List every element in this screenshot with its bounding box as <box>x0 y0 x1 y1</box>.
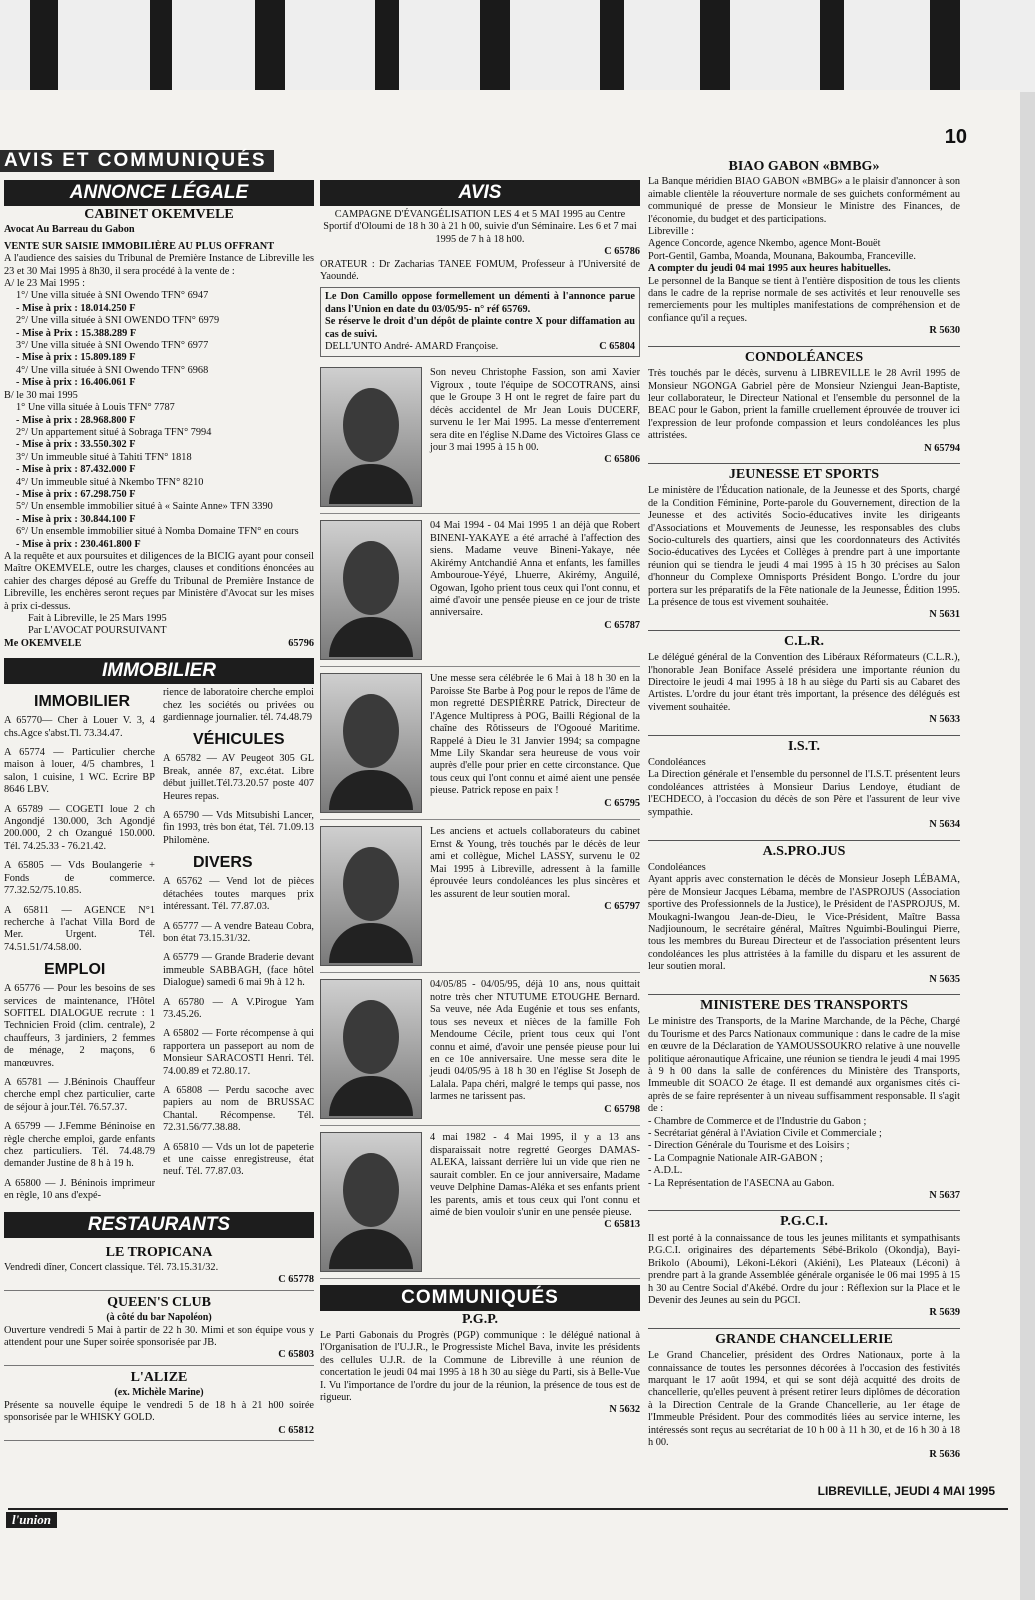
column-left <box>4 180 314 1441</box>
notice-ref: N 5633 <box>929 714 960 726</box>
camillo-box <box>320 287 640 357</box>
scan-top-band <box>0 0 1035 92</box>
classified-ad: A 65782 — AV Peugeot 305 GL Break, année 87, exc.état. Libre début juillet.Tél.73.20.57 poste 407 Heures repas. <box>163 753 314 802</box>
obituary-body <box>430 367 640 507</box>
dell-text: DELL'UNTO André- AMARD Françoise. <box>325 341 499 353</box>
obituary-text: 04 Mai 1994 - 04 Mai 1995 1 an déjà que Robert BINENI-YAKAYE a été arraché à l'affection des siens. Madame veuve Bineni-Yakaye, née Akirémy Antchandié Anna et enfants, les familles Ambouroue-Yéyé, Lhuerre, Akirémy, Anguilé, Ogowan, Igoho prient tous ceux qui l'ont connu, et aimé d'avoir une pensée pieuse en ce jour de triste anniversaire. <box>430 520 640 619</box>
notice-section <box>648 346 960 455</box>
transports-text: Le ministre des Transports, de la Marine Marchande, de la Pêche, Chargé du Tourisme et des Parcs Nationaux communique : dans le cadre de la mise en œuvre de la Déclaration de YAMOUSSOUKRO relative à une nouvelle politique aéronautique Africaine, une réunion se tiendra le jeudi 4 mai 1995 à 9 h 00 dans la salle de conférences du Ministère des Transports, Immeuble dit SOACO 2e étage. Il est demandé aux organismes cités ci-après de se faire représenter à un niveau suffisamment responsable. Il s'agit de : <box>648 1016 960 1115</box>
legal-line: 3°/ Une villa située à SNI Owendo TFN° 6977 <box>16 340 209 352</box>
classifieds-left <box>4 687 155 1209</box>
classified-ad: A 65780 — A V.Pirogue Yam 73.45.26. <box>163 996 314 1020</box>
restaurant-ref: C 65812 <box>278 1424 314 1436</box>
portrait-photo <box>320 520 422 660</box>
obituary-text: Une messe sera célébrée le 6 Mai à 18 h 30 en la Paroisse Ste Barbe à Pog pour le repos de l'âme de mon regretté DESPIÈRRE Patrick, Directeur de l'Agence Multipress à POG, Bailli Régional de la chaîne des Rôtisseurs de l'Ogooué Maritime. Rappelé à Dieu le 31 Janvier 1994; sa compagne Mme Lily Skandar sera heureuse de vous voir auprès d'elle pour prier en cette circonstance. Que tous ceux qui l'ont connu et aimé aient une pensée pieuse. Patrick repose en paix ! <box>430 673 640 797</box>
notice-section <box>648 840 960 986</box>
legal-header: ANNONCE LÉGALE <box>4 180 314 206</box>
obituary-text: Son neveu Christophe Fassion, son ami Xavier Vigroux , toute l'équipe de SOCOTRANS, ainsi que le Groupe 3 H ont le regret de faire part du décès accidentel de Mr Jean Louis DUCERF, survenu le 1er Mai 1995. La messe d'enterrement sera dite en l'église N.Dame des Victoires Glass ce jour 3 mai 1995 à 15 h 00. <box>430 367 640 453</box>
legal-lines <box>4 278 314 551</box>
notice-section <box>648 735 960 832</box>
pgp-text: Le Parti Gabonais du Progrès (PGP) communique : le délégué national à l'Organisation de l'U.J.R., le Progressiste Michel Bava, invite les présidents des cellules U.J.R. de la Commune de Libreville à une réunion de concertation le jeudi 04 mai 1995 à 18 h 30 au siège du Parti, sis à Belle-Vue I. Vu l'importance de l'ordre du jour de la réunion, la présence de tous est de rigueur. <box>320 1329 640 1403</box>
legal-line: 1° Une villa située à Louis TFN° 7787 <box>16 402 175 414</box>
pgp-ref: N 5632 <box>609 1404 640 1416</box>
transports-item: - A.D.L. <box>648 1165 683 1177</box>
emploi-continued: rience de laboratoire cherche emploi chez les sociétés ou privées ou gardiennage journalier. tél. 74.48.79 <box>163 687 314 724</box>
restaurant-name: QUEEN'S CLUB <box>107 1294 211 1310</box>
transports-ref: N 5637 <box>929 1190 960 1202</box>
legal-body: A la requête et aux poursuites et diligences de la BICIG ayant pour conseil Maître OKEMVELE, outre les charges, clauses et conditions énoncées au cahier des charges déposé au Greffe du Tribunal de Première Instance de Libreville, les enchères seront reçues par Ministère d'Avocat sur les mises à prix ci-dessus. <box>4 550 314 612</box>
legal-line: 6°/ Un ensemble immobilier situé à Nomba Domaine TFN° en cours <box>16 526 299 538</box>
pgci-title: P.G.C.I. <box>648 1210 960 1228</box>
transports-title: MINISTERE DES TRANSPORTS <box>648 994 960 1012</box>
restaurant-name: L'ALIZE <box>130 1369 188 1385</box>
obituary <box>320 514 640 667</box>
obituary <box>320 1126 640 1279</box>
legal-line: - Mise à prix : 15.809.189 F <box>16 352 136 364</box>
transports-item: - Secrétariat général à l'Aviation Civile et Commerciale ; <box>648 1128 882 1140</box>
legal-ref: 65796 <box>288 637 314 649</box>
obituary <box>320 361 640 514</box>
camillo-text: Le Don Camillo oppose formellement un démenti à l'annonce parue dans l'Union en date du 03/05/95- n° réf 65769. <box>325 291 635 315</box>
classifieds <box>4 687 314 1209</box>
obituary-ref: C 65813 <box>604 1219 640 1231</box>
immo-subheader: IMMOBILIER <box>34 693 130 711</box>
pgp-title: P.G.P. <box>462 1312 498 1328</box>
immo-header: IMMOBILIER <box>4 658 314 684</box>
notice-section <box>648 463 960 622</box>
legal-line: - Mise à prix : 87.432.000 F <box>16 464 136 476</box>
notice-text: Le délégué général de la Convention des Libéraux Réformateurs (C.L.R.), l'honorable Jean Boniface Asselé présidera une importante réunion du Directoire le jeudi 4 mai 1995 à 18 h au siège du Parti sis au Cabaret des Artistes. L'ordre du jour étant très important, la présence des délégués est vivement souhaitée. <box>648 652 960 713</box>
obituary-list <box>320 361 640 1279</box>
biao-bold: A compter du jeudi 04 mai 1995 aux heures habituelles. <box>648 263 891 275</box>
classified-ad: A 65811 — AGENCE N°1 recherche à l'achat Villa Bord de Mer. Urgent. Tél. 74.51.51/74.58.00. <box>4 904 155 953</box>
legal-sub: Avocat Au Barreau du Gabon <box>4 224 135 236</box>
portrait-photo <box>320 1132 422 1272</box>
immo-items <box>4 715 155 954</box>
classified-ad: A 65800 — J. Béninois imprimeur en règle, 10 ans d'expé- <box>4 1177 155 1202</box>
obituary <box>320 820 640 973</box>
campaign-text: CAMPAGNE D'ÉVANGÉLISATION LES 4 et 5 MAI 1995 au Centre Sportif d'Oloumi de 18 h 30 à 21 h 00, suivie d'un Séminaire. Les 6 et 7 mai 1995 de 7 h à 18 h00. <box>323 209 637 245</box>
transports-item: - Direction Générale du Tourisme et des Loisirs ; <box>648 1140 850 1152</box>
obituary-text: 04/05/85 - 04/05/95, déjà 10 ans, nous quittait notre très cher NTUTUME ETOUGHE Bernard. Sa veuve, née Ada Eugénie et tous ses enfants, tous ses neveux et nièces de la famille Foh Mendoume Cécile, prient tous ceux qui l'ont connu et aimé, d'avoir une pensée pieuse pour lui en ce 10e anniversaire. Une messe sera dite le jeudi 04/05/95 à 18 h 30 en l'église St Joseph de Lalala. Papa chéri, malgré le temps qui passe, nos larmes ne tarissent pas. <box>430 979 640 1103</box>
notice-text: Très touchés par le décès, survenu à LIBREVILLE le 28 Avril 1995 de Monsieur NGONGA Gabriel père de Monsieur Nziengui Jean-Baptiste, leur collaborateur, le Directeur National et l'ensemble du personnel de la BEAC pour le Gabon, prient la famille cruellement éprouvée de trouver ici l'expression de leur profonde compassion et leurs condoléances les plus attristées. <box>648 368 960 442</box>
divers-items <box>163 876 314 1179</box>
gc-ref: R 5636 <box>929 1449 960 1461</box>
restaurant-ad <box>4 1241 314 1291</box>
transports-item: - La Représentation de l'ASECNA au Gabon. <box>648 1177 835 1189</box>
biao-line: Agence Concorde, agence Nkembo, agence Mont-Bouët <box>648 238 881 250</box>
classifieds-right <box>163 687 314 1209</box>
notice-title: A.S.PRO.JUS <box>648 840 960 858</box>
restaurant-ad <box>4 1366 314 1441</box>
notice-ref: N 5631 <box>929 609 960 621</box>
classified-ad: A 65762 — Vend lot de pièces détachées toutes marques prix intéressant. Tél. 77.87.03. <box>163 876 314 913</box>
obituary-ref: C 65806 <box>604 454 640 466</box>
orateur-text: ORATEUR : Dr Zacharias TANEE FOMUM, Professeur à l'Université de Yaoundé. <box>320 258 640 283</box>
notice-text: Le ministère de l'Éducation nationale, de la Jeunesse et des Sports, chargé de la Condition Féminine, Porte-parole du Gouvernement, direction de la Jeunesse et des activités Socio-éducatives invite les dirigeants d'Associations et Mouvements de Jeunesse, les responsables des clubs Socio-culturels des quartiers, ainsi que les coordonnateurs des Activités Socio-éducatives des Lycées et Collèges à prendre part à une importante réunion qui se tiendra le jeudi 4 mai 1995 à 15 h 30 précises au Salon d'honneur du Complexe Omnisports Président Bongo. L'ordre du jour portera sur les préparatifs de la Fête nationale de la Jeunesse, Édition 1995. La présence de tous est vivement souhaitée. <box>648 485 960 608</box>
biao-ref: R 5630 <box>929 325 960 337</box>
restaurant-text: Ouverture vendredi 5 Mai à partir de 22 h 30. Mimi et son équipe vous y attendent pour une Super soirée sponsorisée par JB. <box>4 1324 314 1349</box>
legal-line: - Mise à prix : 33.550.302 F <box>16 439 136 451</box>
notice-sub: Condoléances <box>648 861 706 873</box>
portrait-photo <box>320 367 422 507</box>
legal-pour: Par L'AVOCAT POURSUIVANT <box>28 625 167 637</box>
legal-line: B/ le 30 mai 1995 <box>4 389 78 401</box>
portrait-photo <box>320 826 422 966</box>
section-strip: AVIS ET COMMUNIQUÉS <box>0 150 274 172</box>
transports-list <box>648 1116 960 1190</box>
classified-ad: A 65808 — Perdu sacoche avec papiers au nom de BRUSSAC Chantal. Récompense. Tél. 72.31.56/77.38.88. <box>163 1084 314 1134</box>
classified-ad: A 65789 — COGETI loue 2 ch Angondjé 130.000, 3ch Agondjé 200.000, 2 ch Ozangué 150.000. Tél. 74.25.33 - 76.21.42. <box>4 803 155 852</box>
legal-intro: A l'audience des saisies du Tribunal de Première Instance de Libreville les 23 et 30 Mai 1995 à 8h30, il sera procédé à la vente de : <box>4 253 314 277</box>
notice-text: La Direction générale et l'ensemble du personnel de l'I.S.T. présentent leurs condoléances attristées à Monsieur Darius Lendoye, étudiant de l'ECHDECO, à l'occasion du décès de son Père et l'assurent de leur vive sympathie. <box>648 769 960 818</box>
obituary <box>320 667 640 820</box>
notice-title: JEUNESSE ET SPORTS <box>648 463 960 481</box>
obituary-text: 4 mai 1982 - 4 Mai 1995, il y a 13 ans disparaissait notre regretté Georges DAMAS-ALEKA, laissant derrière lui un vide que rien ne saurait combler. En ce jour anniversaire, Madame veuve Delphine Damas-Aléka et ses enfants prient les parents, amis et tous ceux qui l'ont connu et aimé de bien vouloir s'unir en une pensée pieuse. <box>430 1132 640 1218</box>
restaurant-name: LE TROPICANA <box>105 1244 213 1260</box>
legal-line: - Mise à prix : 30.844.100 F <box>16 513 136 525</box>
communiques-header: COMMUNIQUÉS <box>320 1285 640 1311</box>
legal-line: - Mise à Prix : 15.388.289 F <box>16 327 137 339</box>
campaign-ref: C 65786 <box>604 246 640 258</box>
biao-text2: Le personnel de la Banque se tient à l'entière disposition de tous les clients dans le cadre de la reprise normale de ses activités et leur renouvelle ses remerciements pour les multiples manifestations de compréhension et de confiance qu'il a reçues. <box>648 275 960 324</box>
restaurant-ad <box>4 1291 314 1366</box>
resto-list <box>4 1241 314 1441</box>
pgci-text: Il est porté à la connaissance de tous les jeunes militants et sympathisants P.G.C.I. originaires des départements Sébé-Brikolo (Okondja), Bayi-Brikolo (Aboumi), Lékoni-Lékori (Akiéni), Les Plateaux (Léconi) à prendre part à la grande Assemblée générale organisée le 06 mai 1995 à 15 h 30 au Centre Social d'Akébé. Ordre du jour : Réflexion sur la Place et le Devenir des Jeunes au sein du PGCI. <box>648 1232 960 1306</box>
page-number: 10 <box>944 126 967 148</box>
classified-ad: A 65790 — Vds Mitsubishi Lancer, fin 1993, très bon état, Tél. 71.09.13 Philomène. <box>163 810 314 846</box>
notice-text: Ayant appris avec consternation le décès de Monsieur Joseph LÉBAMA, père de Monsieur Jacques Lébama, membre de l'ASPROJUS (Association sportive des Professionnels de la Justice), le Président de l'ASPROJUS, M. Moukagni-Iwangou Jean-de-Dieu, le Vice-Président, Maître Bassa Nadjiounoum, le secrétaire général, Maîtres Nguimbi-Boulingui Pierre, tous les membres du Bureau Directeur et de l'association présentent leurs condoléances les plus attristées à la famille du disparu et les assurent de leur soutien moral. <box>648 874 960 973</box>
notice-section <box>648 630 960 727</box>
avis-header: AVIS <box>320 180 640 206</box>
resto-header: RESTAURANTS <box>4 1212 314 1238</box>
restaurant-sub: (ex. Michèle Marine) <box>114 1387 204 1399</box>
obituary-body <box>430 826 640 966</box>
reserve-text: Se réserve le droit d'un dépôt de plainte contre X pour diffamation au cas de suivi. <box>325 316 635 340</box>
classified-ad: A 65799 — J.Femme Béninoise en règle cherche emploi, garde enfants chez particuliers. Tél. 74.48.79 demander Justine de 8 h à 19 h. <box>4 1121 155 1170</box>
legal-line: - Mise à prix : 67.298.750 F <box>16 488 136 500</box>
obituary-body <box>430 673 640 813</box>
legal-line: 4°/ Une villa située à SNI Owendo TFN° 6968 <box>16 364 209 376</box>
legal-line: 5°/ Un ensemble immobilier situé à « Sainte Anne» TFN 3390 <box>16 501 273 513</box>
legal-line: 3°/ Un immeuble situé à Tahiti TFN° 1818 <box>16 451 192 463</box>
vehic-subheader: VÉHICULES <box>193 731 285 749</box>
transports-item: - Chambre de Commerce et de l'Industrie du Gabon ; <box>648 1115 867 1127</box>
notice-title: I.S.T. <box>648 735 960 753</box>
notice-ref: N 5634 <box>929 819 960 831</box>
obituary <box>320 973 640 1126</box>
legal-line: 4°/ Un immeuble situé à Nkembo TFN° 8210 <box>16 476 204 488</box>
portrait-photo <box>320 673 422 813</box>
obituary-ref: C 65795 <box>604 797 640 809</box>
biao-line: Libreville : <box>648 226 695 238</box>
obituary-body <box>430 520 640 660</box>
footer-dateline: LIBREVILLE, JEUDI 4 MAI 1995 <box>817 1484 995 1498</box>
obituary-ref: C 65798 <box>604 1103 640 1115</box>
classified-ad: A 65781 — J.Béninois Chauffeur cherche empl chez particulier, carte de séjour à jour.Tél. 76.57.37. <box>4 1076 155 1113</box>
legal-title: CABINET OKEMVELE <box>84 207 234 222</box>
dell-ref: C 65804 <box>599 341 635 353</box>
biao-line: Port-Gentil, Gamba, Moanda, Mounana, Bakoumba, Franceville. <box>648 250 916 262</box>
notice-ref: N 5635 <box>929 973 960 985</box>
legal-sign: Me OKEMVELE <box>4 637 82 649</box>
footer-rule <box>8 1508 1008 1530</box>
legal-line: 1°/ Une villa située à SNI Owendo TFN° 6947 <box>16 290 209 302</box>
legal-line: - Mise à prix : 230.461.800 F <box>16 538 141 550</box>
legal-lead: VENTE SUR SAISIE IMMOBILIÈRE AU PLUS OFFRANT <box>4 240 275 252</box>
legal-line: - Mise à prix : 18.014.250 F <box>16 302 136 314</box>
classified-ad: A 65774 — Particulier cherche maison à louer, 4/5 chambres, 1 salon, 1 cuisine, 1 WC. Ecrire BP 8646 LBV. <box>4 747 155 796</box>
classified-ad: A 65777 — A vendre Bateau Cobra, bon état 73.15.31/32. <box>163 920 314 944</box>
classified-ad: A 65779 — Grande Braderie devant immeuble SABBAGH, (face hôtel Dialogue) samedi 6 mai 9h à 12 h. <box>163 952 314 989</box>
column-right <box>648 158 960 1462</box>
vehic-items <box>163 753 314 847</box>
transports-item: - La Compagnie Nationale AIR-GABON ; <box>648 1152 823 1164</box>
legal-line: 2°/ Un appartement situé à Sobraga TFN° 7994 <box>16 426 212 438</box>
biao-lines <box>648 226 960 263</box>
classified-ad: A 65770— Cher à Louer V. 3, 4 chs.Agce s'abst.Tl. 73.34.47. <box>4 715 155 739</box>
pgci-ref: R 5639 <box>929 1307 960 1319</box>
legal-line: - Mise à prix : 16.406.061 F <box>16 377 136 389</box>
emploi-items <box>4 983 155 1203</box>
portrait-photo <box>320 979 422 1119</box>
restaurant-text: Vendredi dîner, Concert classique. Tél. 73.15.31/32. <box>4 1262 219 1274</box>
obituary-body <box>430 1132 640 1272</box>
column-middle <box>320 180 640 1417</box>
gc-text: Le Grand Chancelier, président des Ordres Nationaux, porte à la connaissance de toutes les personnes décorées à l'occasion des festivités marquant le 17 août 1994, et qui se sont déjà acquitté des droits de chancellerie, qu'elles peuvent à présent retirer leurs diplômes de décoration à la Direction Centrale de la Grande Chancellerie, au 1er étage de l'Immeuble Président. Pour des commodités liées au service interne, les intéressés sont reçus au secrétariat de 10 h 00 à 11 h 30, et de 16 h 30 à 18 h 00. <box>648 1350 960 1448</box>
notice-sub: Condoléances <box>648 757 706 769</box>
obituary-ref: C 65797 <box>604 900 640 912</box>
obituary-text: Les anciens et actuels collaborateurs du cabinet Ernst & Young, très touchés par le décès de leur ami et collègue, Michel LASSY, survenu le 02 Mai 1995 à Libreville, adressent à la famille éprouvée leurs condoléances les plus sincères et les assurent de leur soutien moral. <box>430 826 640 900</box>
classified-ad: A 65810 — Vds un lot de papeterie et une caisse enregistreuse, état neuf. Tél. 77.87.03. <box>163 1141 314 1178</box>
restaurant-ref: C 65778 <box>278 1274 314 1286</box>
legal-done: Fait à Libreville, le 25 Mars 1995 <box>28 613 167 624</box>
restaurant-sub: (à côté du bar Napoléon) <box>106 1312 212 1324</box>
notice-title: CONDOLÉANCES <box>648 346 960 364</box>
obituary-ref: C 65787 <box>604 619 640 631</box>
notice-sections <box>648 346 960 986</box>
emploi-subheader: EMPLOI <box>44 961 106 979</box>
divers-subheader: DIVERS <box>193 854 253 872</box>
biao-title: BIAO GABON «BMBG» <box>728 159 880 174</box>
classified-ad: A 65805 — Vds Boulangerie + Fonds de commerce. 77.32.52/75.10.85. <box>4 860 155 897</box>
notice-title: C.L.R. <box>648 630 960 648</box>
classified-ad: A 65802 — Forte récompense à qui rapportera un passeport au nom de Monsieur SARACOSTI Henri. Tél. 74.00.89 et 72.80.17. <box>163 1028 314 1077</box>
legal-line: A/ le 23 Mai 1995 : <box>4 278 85 290</box>
classified-ad: A 65776 — Pour les besoins de ses services de maintenance, l'Hôtel SOFITEL DIALOGUE recrute : 1 Technicien Froid (clim. centrale), 2 chauffeurs, 3 jardiniers, 2 femmes de ménage, 2 maçons, 6 manœuvres. <box>4 983 155 1069</box>
restaurant-ref: C 65803 <box>278 1349 314 1361</box>
footer-masthead: l'union <box>6 1512 57 1528</box>
biao-text: La Banque méridien BIAO GABON «BMBG» a le plaisir d'annoncer à son aimable clientèle la réouverture normale de ses guichets conformément au communiqué de presse de Monsieur le Ministre des Finances, de l'économie, du budget et des participations. <box>648 176 960 225</box>
legal-line: 2°/ Une villa située à SNI OWENDO TFN° 6979 <box>16 315 220 327</box>
legal-line: - Mise à prix : 28.968.800 F <box>16 414 136 426</box>
gc-title: GRANDE CHANCELLERIE <box>648 1328 960 1346</box>
restaurant-text: Présente sa nouvelle équipe le vendredi 5 de 18 h à 21 h00 soirée sponsorisée par le WHISKY GOLD. <box>4 1399 314 1424</box>
notice-ref: N 65794 <box>924 442 960 454</box>
obituary-body <box>430 979 640 1119</box>
